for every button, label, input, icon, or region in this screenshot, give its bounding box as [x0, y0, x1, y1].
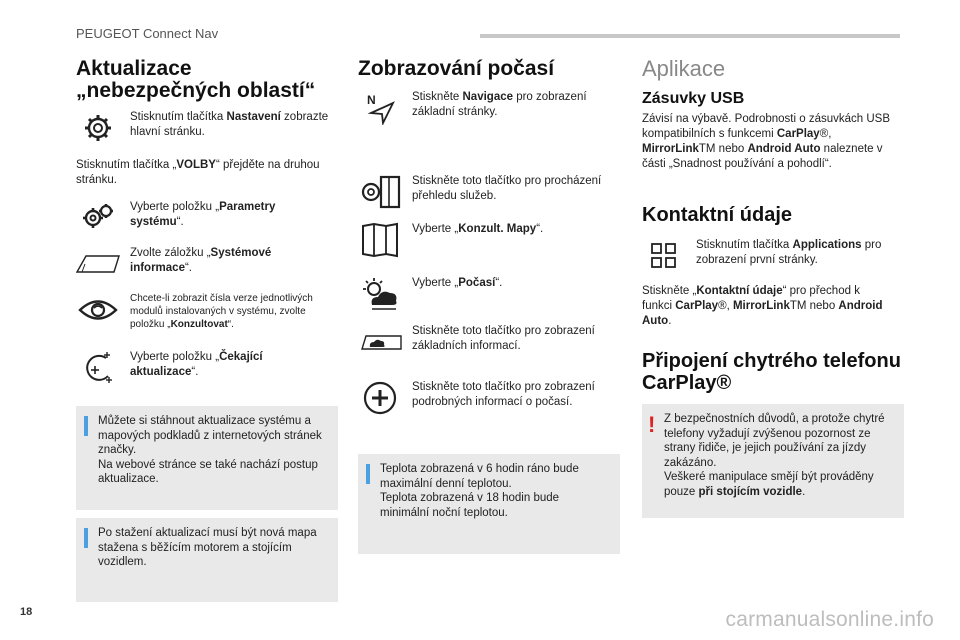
navigation-icon: [358, 90, 402, 126]
update-icon: [76, 350, 120, 386]
subheading-usb: Zásuvky USB: [642, 90, 745, 107]
step-system-parameters: [76, 200, 330, 236]
weather-icon: [358, 276, 402, 312]
paragraph-options: Stisknutím tlačítka „VOLBY“ přejděte na druhou stránku.: [76, 159, 320, 186]
step-system-info: [76, 246, 330, 282]
subheading-contact: Kontaktní údaje: [642, 204, 793, 226]
applications-grid-icon: [642, 238, 686, 274]
paragraph-contact: Stiskněte „Kontaktní údaje“ pro přechod k funkci CarPlay®, MirrorLinkTM nebo Android Auto.: [642, 285, 883, 327]
step-text: Zvolte záložku „Systémové informace“.: [130, 247, 272, 274]
warning-text: Z bezpečnostních důvodů, a protože chytré telefony vyžadují zvýšenou pozornost ze strany řidiče, je jejich používání za jízdy zakázáno. Veškeré manipulace smějí být prováděny pouze při stojícím vozidle.: [664, 413, 885, 498]
svg-text:N: N: [367, 93, 376, 107]
tab-icon: [76, 246, 120, 282]
section-heading-weather: Zobrazování počasí: [358, 57, 555, 80]
step-text: Stiskněte toto tlačítko pro procházení přehledu služeb.: [412, 175, 602, 202]
gear-icon: [76, 110, 120, 146]
subheading-carplay: Připojení chytrého telefonu CarPlay®: [642, 350, 901, 394]
plus-circle-icon: [358, 380, 402, 416]
step-services: [358, 174, 612, 210]
step-text: Stiskněte toto tlačítko pro zobrazení základních informací.: [412, 325, 595, 352]
watermark: carmanualsonline.info: [725, 608, 934, 631]
step-text: Vyberte „Počasí“.: [412, 277, 503, 289]
section-heading-hazard-updates: Aktualizace „nebezpečných oblastí“: [76, 57, 316, 102]
warning-note: [642, 404, 904, 518]
step-basic-info: [358, 324, 612, 360]
step-applications: [642, 238, 896, 274]
info-marker-icon: [84, 528, 88, 548]
info-marker-icon: [366, 464, 370, 484]
column-hazard-updates: [76, 57, 338, 568]
step-text: Stisknutím tlačítka Applications pro zobrazení první stránky.: [696, 239, 882, 266]
step-text: Vyberte „Konzult. Mapy“.: [412, 223, 544, 235]
step-text: Stiskněte Navigace pro zobrazení základní stránky.: [412, 91, 587, 118]
services-icon: [358, 174, 402, 210]
column-weather: [358, 57, 620, 519]
weather-tab-icon: [358, 324, 402, 360]
step-text: Stisknutím tlačítka Nastavení zobrazte hlavní stránku.: [130, 111, 329, 138]
info-marker-icon: [84, 416, 88, 436]
double-gear-icon: [76, 200, 120, 236]
warning-icon: !: [648, 412, 656, 437]
page-number: 18: [20, 606, 33, 618]
info-note-map: Po stažení aktualizací musí být nová mapa stažena s běžícím motorem a stojícím vozidlem.: [76, 518, 338, 602]
step-consult: [76, 292, 330, 331]
eye-icon: [76, 292, 120, 328]
section-heading-applications: Aplikace: [642, 56, 726, 81]
column-applications: [642, 56, 904, 498]
step-weather: [358, 276, 612, 312]
step-settings: [76, 110, 330, 146]
paragraph-usb: Závisí na výbavě. Podrobnosti o zásuvkách USB kompatibilních s funkcemi CarPlay®, MirrorLinkTM nebo Android Auto naleznete v části „Snadnost používání a pohodlí“.: [642, 113, 891, 170]
step-detailed-info: [358, 380, 612, 416]
info-note-temperature: Teplota zobrazená v 6 hodin ráno bude maximální denní teplotou. Teplota zobrazená v 18 hodin bude minimální noční teplotou.: [358, 454, 620, 554]
info-note-updates: Můžete si stáhnout aktualizace systému a mapových podkladů z internetových stránek značky. Na webové stránce se také nachází postup aktualizace.: [76, 406, 338, 510]
step-navigation: [358, 90, 612, 126]
step-text: Vyberte položku „Parametry systému“.: [130, 201, 276, 228]
step-text: Vyberte položku „Čekající aktualizace“.: [130, 351, 263, 378]
map-icon: [358, 222, 402, 258]
step-consult-maps: [358, 222, 612, 258]
step-pending-updates: [76, 350, 330, 386]
step-text: Chcete-li zobrazit čísla verze jednotlivých modulů instalovaných v systému, zvolte položku „Konzultovat“.: [130, 293, 313, 330]
step-text: Stiskněte toto tlačítko pro zobrazení podrobných informací o počasí.: [412, 381, 595, 408]
running-header: PEUGEOT Connect Nav: [76, 26, 219, 41]
header-rule: [480, 34, 900, 38]
